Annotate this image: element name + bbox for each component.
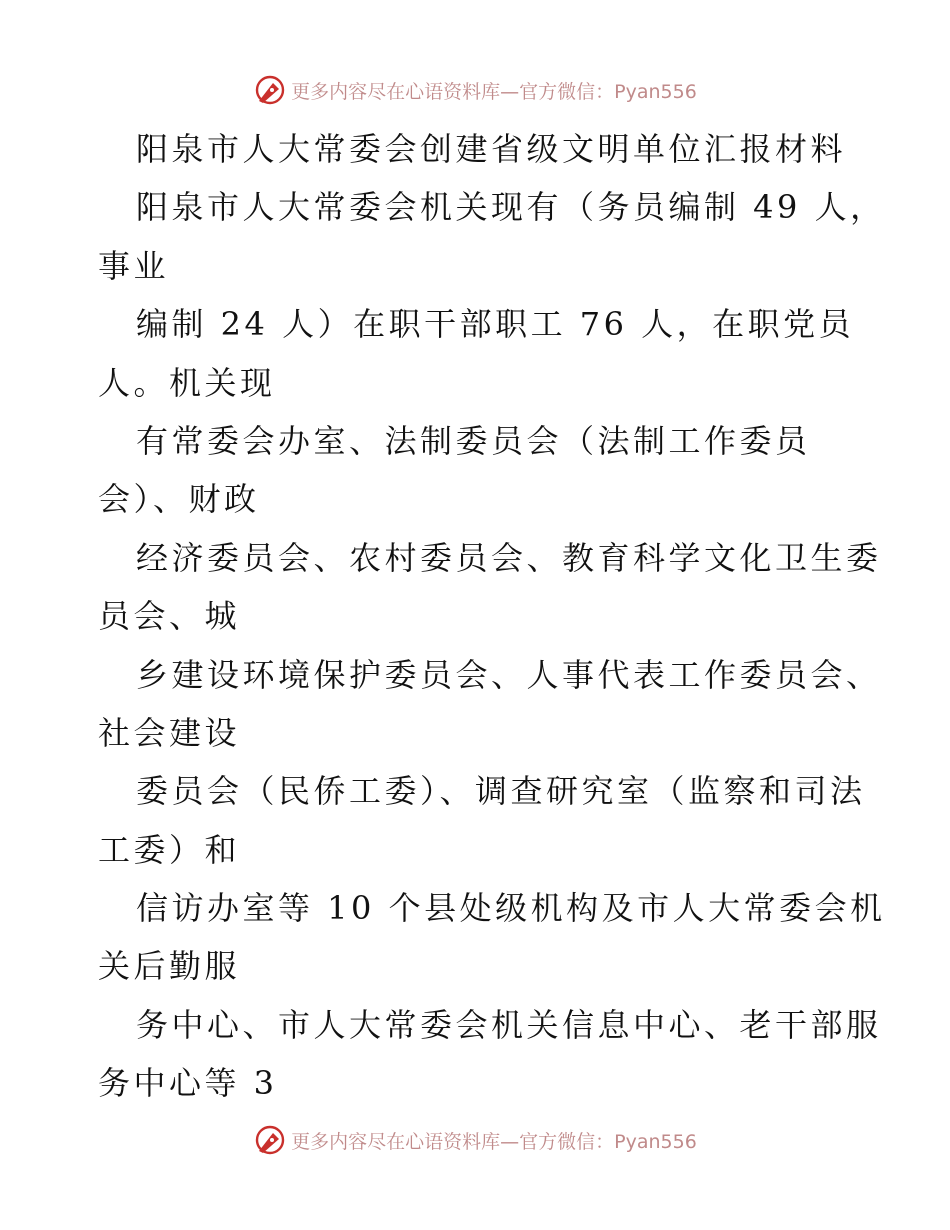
text-line: 务中心、市人大常委会机关信息中心、老干部服	[136, 1005, 882, 1044]
pen-nib-logo-icon	[253, 1123, 287, 1157]
footer-watermark	[0, 1122, 950, 1158]
text-line: 员会、城	[98, 597, 241, 636]
text-line: 信访办室等 10 个县处级机构及市人大常委会机	[136, 889, 886, 928]
document-title: 阳泉市人大常委会创建省级文明单位汇报材料	[136, 130, 847, 168]
watermark-text: 更多内容尽在心语资料库—官方微信：Pyan556	[291, 80, 697, 103]
pen-nib-logo-icon	[253, 73, 287, 107]
text-line: 社会建设	[98, 713, 241, 752]
document-body	[98, 120, 898, 1113]
text-line: 编制 24 人）在职干部职工 76 人，在职党员	[136, 305, 855, 344]
text-line: 工委）和	[98, 830, 241, 869]
text-line: 关后勤服	[98, 947, 241, 986]
text-line: 经济委员会、农村委员会、教育科学文化卫生委	[136, 538, 882, 577]
text-line: 会）、财政	[98, 480, 260, 519]
text-line: 委员会（民侨工委）、调查研究室（监察和司法	[136, 772, 866, 811]
text-line: 有常委会办室、法制委员会（法制工作委员	[136, 421, 811, 460]
text-line: 务中心等 3	[98, 1064, 278, 1103]
text-line: 阳泉市人大常委会机关现有（务员编制 49 人，	[136, 188, 886, 227]
text-line: 事业	[98, 246, 170, 285]
watermark-text: 更多内容尽在心语资料库—官方微信：Pyan556	[291, 1130, 697, 1153]
text-line: 人。机关现	[98, 363, 276, 402]
header-watermark	[0, 72, 950, 108]
text-line: 乡建设环境保护委员会、人事代表工作委员会、	[136, 655, 882, 694]
